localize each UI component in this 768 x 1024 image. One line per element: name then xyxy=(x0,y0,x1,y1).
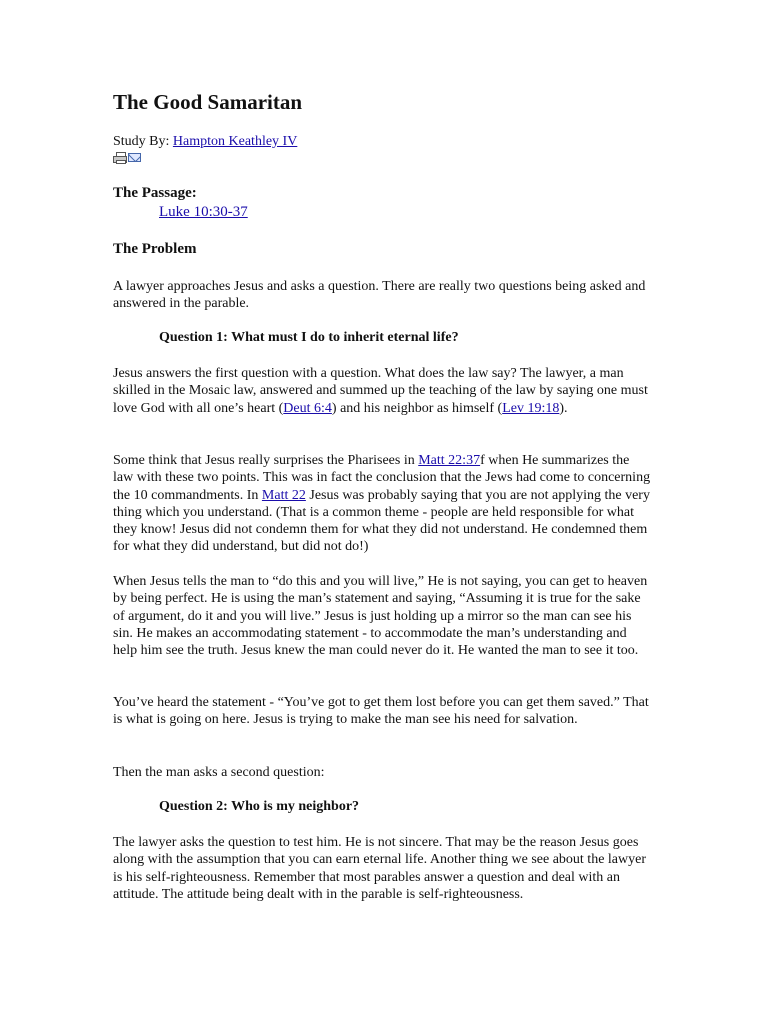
problem-heading: The Problem xyxy=(113,241,197,257)
page-title: The Good Samaritan xyxy=(113,90,303,114)
intro-paragraph: A lawyer approaches Jesus and asks a question. There are really two questions being asked and answered in the parable. xyxy=(113,279,646,312)
byline xyxy=(113,134,297,150)
text-run: Jesus answers the first question with a question. What does the law say? The lawyer, a man skilled in the Mosaic law, answered and summed up the teaching of the law by saying one must love God with all one’s heart ( xyxy=(113,366,648,416)
paragraph-law-summary xyxy=(113,365,653,417)
email-icon[interactable] xyxy=(128,153,141,162)
matt-22-37-link[interactable]: Matt 22:37 xyxy=(418,453,481,468)
toolbar xyxy=(113,152,141,164)
text-run: ). xyxy=(559,400,568,416)
printer-icon[interactable] xyxy=(113,152,127,163)
text-run: f when He summarizes the law with these two points. This was in fact the conclusion that the Jews had come to concerning the 10 commandments. In xyxy=(113,453,651,503)
question-1: Question 1: What must I do to inherit eternal life? xyxy=(159,330,459,345)
lev-link[interactable]: Lev 19:18 xyxy=(502,400,560,416)
text-run: Some think that Jesus really surprises the Pharisees in xyxy=(113,453,419,468)
paragraph-second-question: Then the man asks a second question: xyxy=(113,765,325,780)
passage-heading: The Passage: xyxy=(113,185,197,201)
author-link[interactable]: Hampton Keathley IV xyxy=(172,134,298,149)
matt-22-link[interactable]: Matt 22 xyxy=(261,487,306,503)
paragraph-pharisees xyxy=(113,452,653,556)
question-2: Question 2: Who is my neighbor? xyxy=(159,799,360,814)
paragraph-do-this: When Jesus tells the man to “do this and you will live,” He is not saying, you can get to heaven by being perfect. He is using the man’s statement and saying, “Assuming it is true for the sake of argument, do it and you will live.” Jesus is just holding up a mirror so the man can see his sin. He makes an accommodating statement - to accommodate the man’s understanding and help him see the truth. Jesus knew the man could never do it. He wanted the man to see it too. xyxy=(113,574,648,659)
text-run: ) and his neighbor as himself ( xyxy=(331,400,503,416)
paragraph-lawyer-test: The lawyer asks the question to test him. He is not sincere. That may be the reason Jesus goes along with the assumption that you can earn eternal life. Another thing we see about the lawyer is his self-righteousness. Remember that most parables answer a question and deal with an attitude. The attitude being dealt with in the parable is self-righteousness. xyxy=(113,835,647,902)
byline-prefix: Study By: xyxy=(113,134,173,149)
paragraph-get-them-lost: You’ve heard the statement - “You’ve got to get them lost before you can get them saved.” That is what is going on here. Jesus is trying to make the man see his need for salvation. xyxy=(113,695,649,728)
passage-link[interactable]: Luke 10:30-37 xyxy=(159,204,248,220)
deut-link[interactable]: Deut 6:4 xyxy=(283,400,332,416)
text-run: Jesus was probably saying that you are not applying the very thing which you understand. (That is a common theme - people are held responsible for what they know! Jesus did not condemn them for what they did not understand. He condemned them for what they did understand, but did not do!) xyxy=(113,487,650,555)
